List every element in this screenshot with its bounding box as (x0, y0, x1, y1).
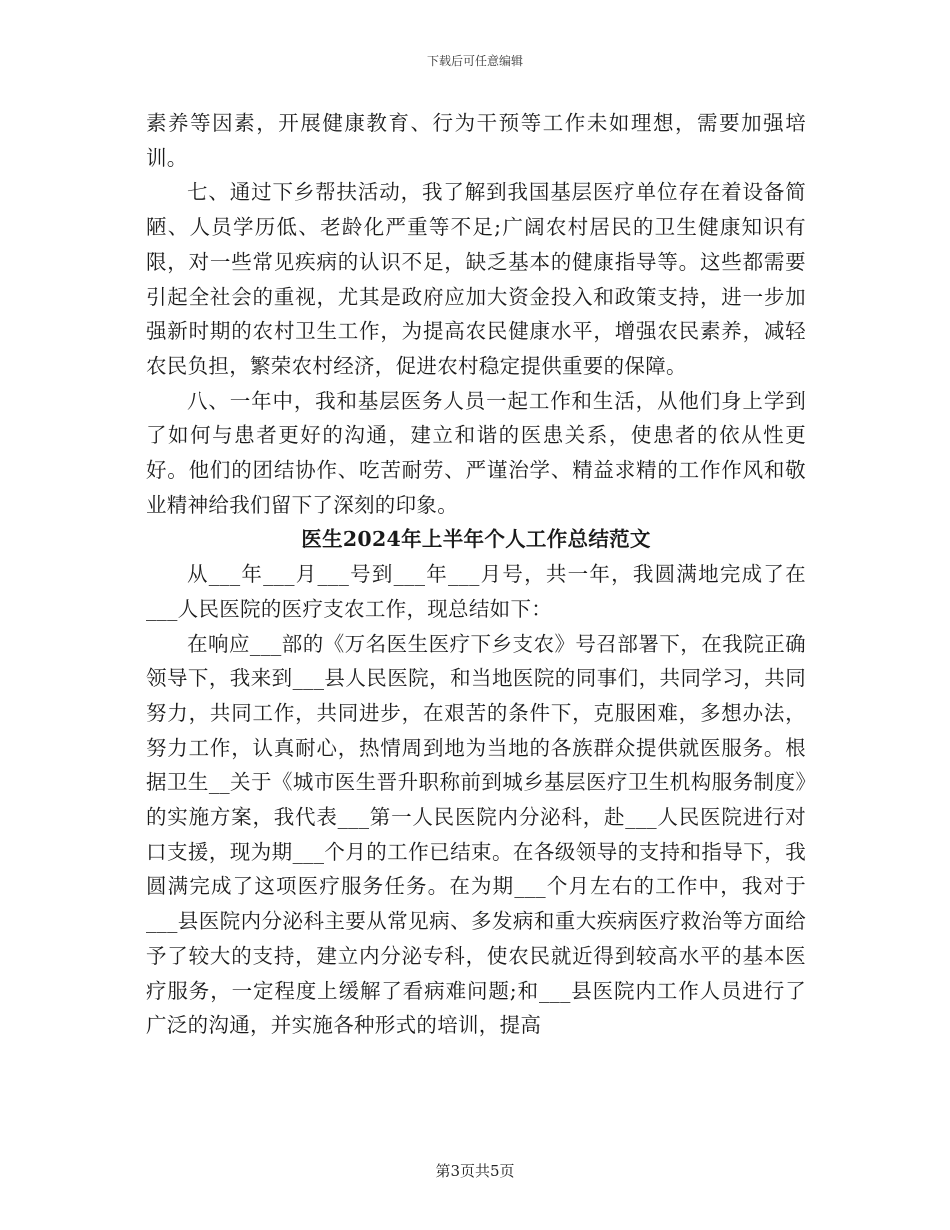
section-title: 医生2024年上半年个人工作总结范文 (301, 527, 651, 552)
paragraph-4: 从___年___月___号到___年___月号，共一年，我圆满地完成了在___人民医院的医疗支农工作，现总结如下： (146, 562, 806, 621)
paragraph-1: 素养等因素，开展健康教育、行为干预等工作未如理想，需要加强培训。 (146, 111, 806, 170)
page-footer-number: 第3页共5页 (435, 1162, 515, 1180)
paragraph-2: 七、通过下乡帮扶活动，我了解到我国基层医疗单位存在着设备简陋、人员学历低、老龄化严重等不足;广阔农村居民的卫生健康知识有限，对一些常见疾病的认识不足，缺乏基本的健康指导等。这些都需要引起全社会的重视，尤其是政府应加大资金投入和政策支持，进一步加强新时期的农村卫生工作，为提高农民健康水平，增强农民素养，减轻农民负担，繁荣农村经济，促进农村稳定提供重要的保障。 (146, 180, 806, 378)
page-header-note: 下载后可任意编辑 (426, 54, 523, 68)
document-body (146, 106, 806, 1043)
paragraph-5: 在响应___部的《万名医生医疗下乡支农》号召部署下，在我院正确领导下，我来到___县人民医院，和当地医院的同事们，共同学习，共同努力，共同工作，共同进步，在艰苦的条件下，克服困难，多想办法，努力工作，认真耐心，热情周到地为当地的各族群众提供就医服务。根据卫生__关于《城市医生晋升职称前到城乡基层医疗卫生机构服务制度》的实施方案，我代表___第一人民医院内分泌科，赴___人民医院进行对口支援，现为期___个月的工作已结束。在各级领导的支持和指导下，我圆满完成了这项医疗服务任务。在为期___个月左右的工作中，我对于___县医院内分泌科主要从常见病、多发病和重大疾病医疗救治等方面给予了较大的支持，建立内分泌专科，使农民就近得到较高水平的基本医疗服务，一定程度上缓解了看病难问题;和___县医院内工作人员进行了广泛的沟通，并实施各种形式的培训，提高 (146, 631, 806, 1038)
paragraph-3: 八、一年中，我和基层医务人员一起工作和生活，从他们身上学到了如何与患者更好的沟通，建立和谐的医患关系，使患者的依从性更好。他们的团结协作、吃苦耐劳、严谨治学、精益求精的工作作风和敬业精神给我们留下了深刻的印象。 (146, 388, 806, 517)
